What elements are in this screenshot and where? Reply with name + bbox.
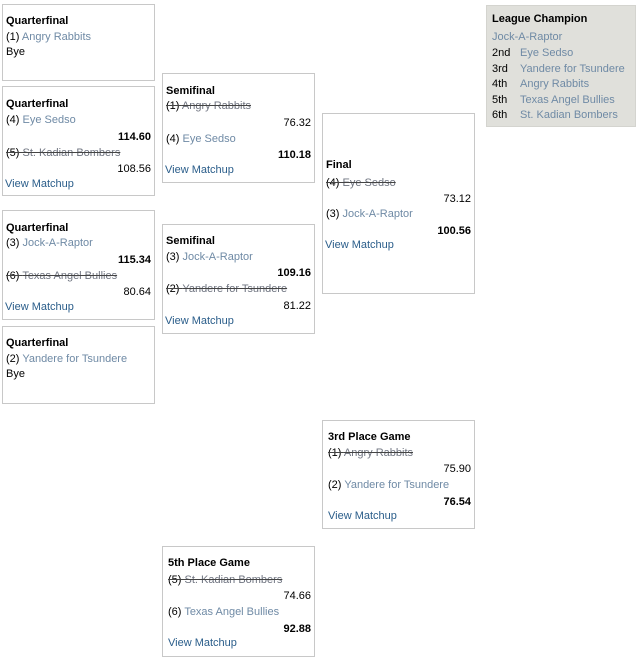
team-link[interactable]: Yandere for Tsundere [182,283,288,295]
standing-place: 2nd [492,47,511,59]
seed: (1) [166,100,182,112]
team-1 [6,237,93,249]
team-link[interactable]: Texas Angel Bullies [184,606,280,618]
standing-place: 6th [492,109,508,121]
final-card [322,113,475,294]
team-2-score: 76.54 [443,496,471,508]
view-matchup-link[interactable]: View Matchup [325,239,394,251]
view-matchup-link[interactable]: View Matchup [5,178,74,190]
team-2 [168,606,279,618]
team-link[interactable]: St. Kadian Bombers [184,574,283,586]
matchup-title: Quarterfinal [6,15,69,27]
seed: (4) [166,133,183,145]
standing-place: 3rd [492,63,508,75]
team-1-score: 74.66 [283,590,311,602]
semifinal-2-card [162,224,315,334]
seed: (3) [166,251,183,263]
quarterfinal-1-card [2,4,155,81]
view-matchup-link[interactable]: View Matchup [165,315,234,327]
seed: (3) [326,208,343,220]
matchup-title: Quarterfinal [6,337,69,349]
matchup-title: 3rd Place Game [328,431,411,443]
team-link[interactable]: Yandere for Tsundere [344,479,450,491]
third-place-card [322,420,475,529]
seed: (2) [166,283,183,295]
team-link[interactable]: Eye Sedso [342,177,396,189]
seed: (4) [6,114,23,126]
team-link[interactable]: Eye Sedso [182,133,236,145]
champion-title: League Champion [492,13,588,25]
standing-row [492,109,618,121]
view-matchup-link[interactable]: View Matchup [328,510,397,522]
team-2 [326,208,413,220]
matchup-title: Quarterfinal [6,222,69,234]
team-1 [6,31,91,43]
team-link[interactable]: Jock-A-Raptor [22,237,93,249]
standing-place: 5th [492,94,508,106]
seed: (4) [326,177,343,189]
champion-team-link[interactable]: Jock-A-Raptor [492,31,563,43]
team-2 [6,147,120,159]
standing-row [492,63,625,75]
team-1-score: 75.90 [443,463,471,475]
standing-team-link[interactable]: Angry Rabbits [520,78,590,90]
matchup-title: Semifinal [166,85,215,97]
standing-row [492,94,615,106]
team-link[interactable]: Angry Rabbits [343,447,413,459]
standing-team-link[interactable]: St. Kadian Bombers [520,109,618,121]
team-link[interactable]: Yandere for Tsundere [22,353,128,365]
team-1 [6,114,76,126]
league-champion-panel [486,5,636,127]
seed: (3) [6,237,23,249]
seed: (1) [6,31,22,43]
quarterfinal-4-card [2,326,155,404]
team-2 [6,270,117,282]
team-1-score: 109.16 [277,267,311,279]
team-link[interactable]: Angry Rabbits [181,100,251,112]
matchup-title: Quarterfinal [6,98,69,110]
team-link[interactable]: Angry Rabbits [21,31,91,43]
standing-place: 4th [492,78,508,90]
team-link[interactable]: St. Kadian Bombers [22,147,121,159]
bye-label: Bye [6,368,25,380]
team-1-score: 73.12 [443,193,471,205]
team-1 [326,177,396,189]
team-link[interactable]: Jock-A-Raptor [342,208,413,220]
team-2 [166,283,287,295]
seed: (1) [328,447,344,459]
view-matchup-link[interactable]: View Matchup [168,637,237,649]
standing-team-link[interactable]: Yandere for Tsundere [520,63,625,75]
quarterfinal-3-card [2,210,155,320]
standing-team-link[interactable]: Texas Angel Bullies [520,94,615,106]
seed: (5) [168,574,185,586]
matchup-title: 5th Place Game [168,557,250,569]
team-2-score: 108.56 [117,163,151,175]
standing-team-link[interactable]: Eye Sedso [520,47,574,59]
team-2-score: 110.18 [277,149,311,161]
team-1 [328,447,413,459]
quarterfinal-2-card [2,86,155,196]
team-1 [166,251,253,263]
team-link[interactable]: Jock-A-Raptor [182,251,253,263]
bye-label: Bye [6,46,25,58]
standing-row [492,78,589,90]
team-2-score: 80.64 [123,286,151,298]
semifinal-1-card [162,73,315,183]
team-2-score: 81.22 [283,300,311,312]
team-1-score: 115.34 [117,254,151,266]
team-2 [328,479,449,491]
view-matchup-link[interactable]: View Matchup [165,164,234,176]
team-1-score: 114.60 [117,131,151,143]
seed: (2) [328,479,345,491]
view-matchup-link[interactable]: View Matchup [5,301,74,313]
team-link[interactable]: Texas Angel Bullies [22,270,118,282]
team-1-score: 76.32 [283,117,311,129]
team-2-score: 92.88 [283,623,311,635]
team-2 [166,133,236,145]
team-1 [166,100,251,112]
team-2-score: 100.56 [437,225,471,237]
seed: (6) [168,606,185,618]
seed: (5) [6,147,23,159]
seed: (6) [6,270,23,282]
team-1 [6,353,127,365]
matchup-title: Final [326,159,352,171]
standing-row [492,47,573,59]
fifth-place-card [162,546,315,657]
matchup-title: Semifinal [166,235,215,247]
seed: (2) [6,353,23,365]
team-1 [168,574,282,586]
team-link[interactable]: Eye Sedso [22,114,76,126]
